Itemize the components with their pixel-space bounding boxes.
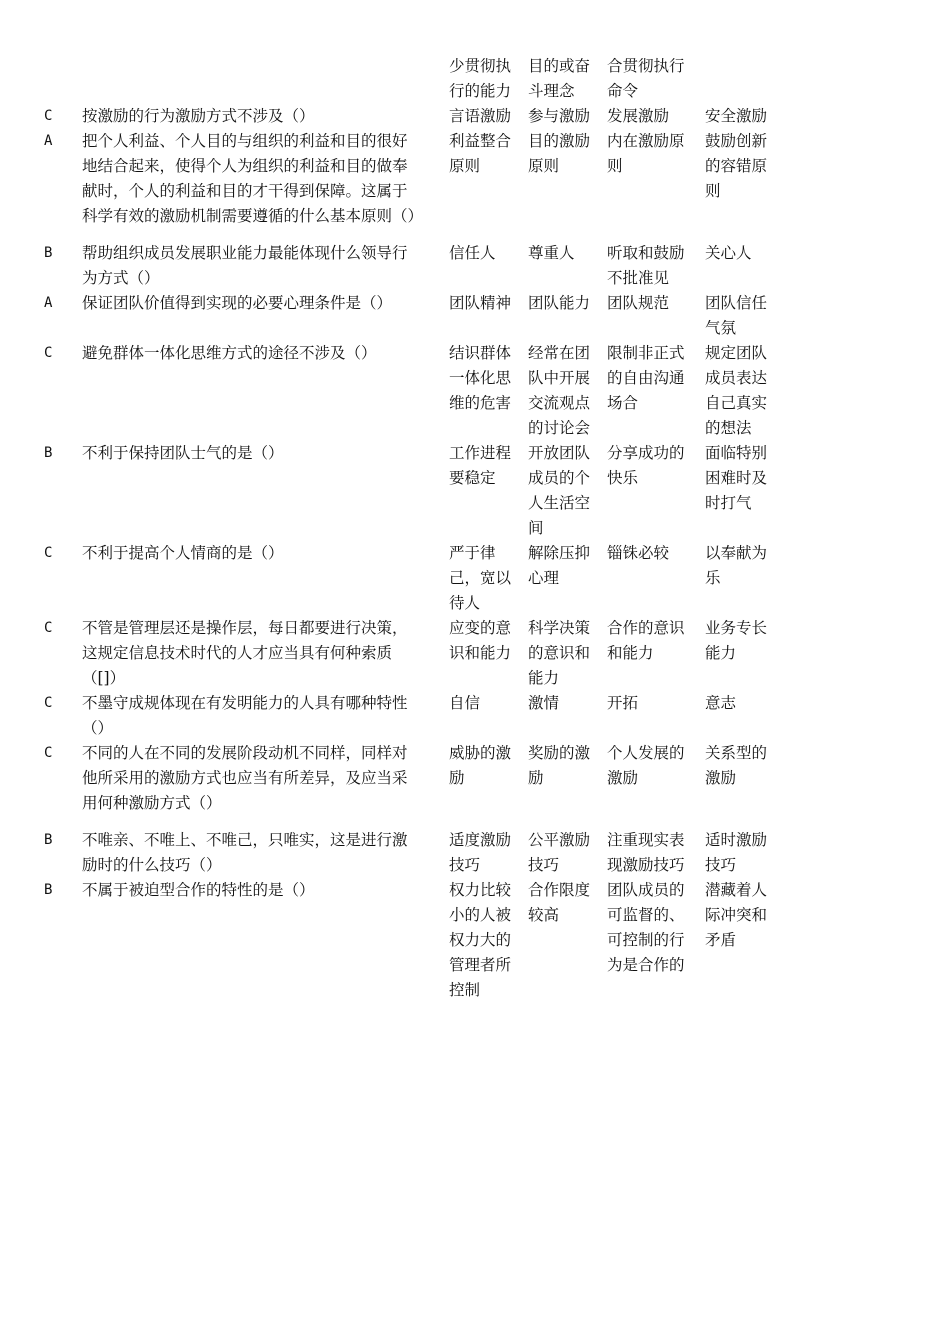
question-row	[44, 691, 785, 741]
question-row	[44, 104, 785, 129]
option-3: 合贯彻执行命令	[607, 57, 685, 100]
option-2: 目的或奋斗理念	[528, 57, 591, 100]
answer-letter	[44, 54, 82, 104]
option-1: 团队精神	[449, 294, 512, 312]
question-row	[44, 441, 785, 541]
option-4	[705, 54, 785, 104]
option-4: 以奉献为乐	[705, 544, 768, 587]
question-text: 不利于保持团队士气的是（）	[82, 444, 284, 462]
question-table	[44, 54, 785, 1003]
question-row	[44, 616, 785, 691]
question-row	[44, 741, 785, 828]
answer-letter: C	[44, 620, 53, 636]
option-3: 开拓	[607, 694, 639, 712]
question-text: 不墨守成规体现在有发明能力的人具有哪种特性（）	[82, 694, 408, 737]
option-3: 个人发展的激励	[607, 744, 685, 787]
option-2: 激情	[528, 694, 560, 712]
question-row	[44, 341, 785, 441]
answer-letter: B	[44, 832, 53, 848]
option-2: 参与激励	[528, 107, 591, 125]
answer-letter: B	[44, 445, 53, 461]
option-2: 经常在团队中开展交流观点的讨论会	[528, 344, 591, 437]
option-3: 注重现实表现激励技巧	[607, 831, 685, 874]
option-1: 应变的意识和能力	[449, 619, 512, 662]
option-3: 锱铢必较	[607, 544, 670, 562]
question-row	[44, 828, 785, 878]
question-text: 不唯亲、不唯上、不唯己，只唯实，这是进行激励时的什么技巧（）	[82, 831, 408, 874]
question-text: 保证团队价值得到实现的必要心理条件是（）	[82, 294, 393, 312]
option-3: 分享成功的快乐	[607, 444, 685, 487]
option-4: 关系型的激励	[705, 744, 768, 787]
option-2: 开放团队成员的个人生活空间	[528, 444, 591, 537]
option-3: 限制非正式的自由沟通场合	[607, 344, 685, 412]
option-4: 关心人	[705, 244, 752, 262]
option-3: 团队规范	[607, 294, 670, 312]
option-2: 团队能力	[528, 294, 591, 312]
question-text	[82, 54, 449, 104]
question-row	[44, 878, 785, 1003]
question-text: 不属于被迫型合作的特性的是（）	[82, 881, 315, 899]
option-2: 奖励的激励	[528, 744, 591, 787]
question-text: 避免群体一体化思维方式的途径不涉及（）	[82, 344, 377, 362]
option-4: 适时激励技巧	[705, 831, 768, 874]
option-4: 潜藏着人际冲突和矛盾	[705, 881, 768, 949]
option-3: 合作的意识和能力	[607, 619, 685, 662]
question-text: 不同的人在不同的发展阶段动机不同样，同样对他所采用的激励方式也应当有所差异，及应当采用何种激励方式（）	[82, 744, 408, 812]
answer-letter: A	[44, 295, 53, 311]
question-row	[44, 541, 785, 616]
option-2: 公平激励技巧	[528, 831, 591, 874]
question-text: 不管是管理层还是操作层，每日都要进行决策，这规定信息技术时代的人才应当具有何种索质（[]）	[82, 619, 408, 687]
option-4: 面临特别困难时及时打气	[705, 444, 768, 512]
answer-letter: C	[44, 695, 53, 711]
question-row	[44, 241, 785, 291]
option-2: 尊重人	[528, 244, 575, 262]
question-text: 按激励的行为激励方式不涉及（）	[82, 107, 315, 125]
answer-letter: B	[44, 882, 53, 898]
answer-letter: C	[44, 545, 53, 561]
option-1: 权力比较小的人被权力大的管理者所控制	[449, 881, 512, 999]
answer-letter: C	[44, 745, 53, 761]
option-4: 鼓励创新的容错原则	[705, 132, 768, 200]
option-1: 适度激励技巧	[449, 831, 512, 874]
option-2: 解除压抑心理	[528, 544, 591, 587]
option-1: 威胁的激励	[449, 744, 512, 787]
option-3: 团队成员的可监督的、可控制的行为是合作的	[607, 881, 685, 974]
option-2: 目的激励原则	[528, 132, 591, 175]
option-4: 安全激励	[705, 107, 768, 125]
option-4: 意志	[705, 694, 737, 712]
option-1: 言语激励	[449, 107, 512, 125]
answer-letter: B	[44, 245, 53, 261]
option-1: 自信	[449, 694, 481, 712]
option-2: 合作限度较高	[528, 881, 591, 924]
option-3: 内在激励原则	[607, 132, 685, 175]
answer-letter: C	[44, 108, 53, 124]
answer-letter: A	[44, 133, 53, 149]
option-3: 听取和鼓励不批准见	[607, 244, 685, 287]
option-1: 少贯彻执行的能力	[449, 57, 512, 100]
question-table-body	[44, 54, 785, 1003]
option-1: 严于律己，宽以待人	[449, 544, 512, 612]
option-2: 科学决策的意识和能力	[528, 619, 591, 687]
option-1: 利益整合原则	[449, 132, 512, 175]
question-text: 帮助组织成员发展职业能力最能体现什么领导行为方式（）	[82, 244, 408, 287]
question-row	[44, 129, 785, 241]
option-1: 结识群体一体化思维的危害	[449, 344, 512, 412]
answer-letter: C	[44, 345, 53, 361]
option-1: 信任人	[449, 244, 496, 262]
option-4: 规定团队成员表达自己真实的想法	[705, 344, 768, 437]
question-row	[44, 54, 785, 104]
question-text: 不利于提高个人情商的是（）	[82, 544, 284, 562]
option-3: 发展激励	[607, 107, 670, 125]
question-row	[44, 291, 785, 341]
question-text: 把个人利益、个人目的与组织的利益和目的很好地结合起来，使得个人为组织的利益和目的做奉献时，个人的利益和目的才干得到保障。这属于科学有效的激励机制需要遵循的什么基本原则（）	[82, 132, 424, 225]
option-4: 团队信任气氛	[705, 294, 768, 337]
option-4: 业务专长能力	[705, 619, 768, 662]
option-1: 工作进程要稳定	[449, 444, 512, 487]
